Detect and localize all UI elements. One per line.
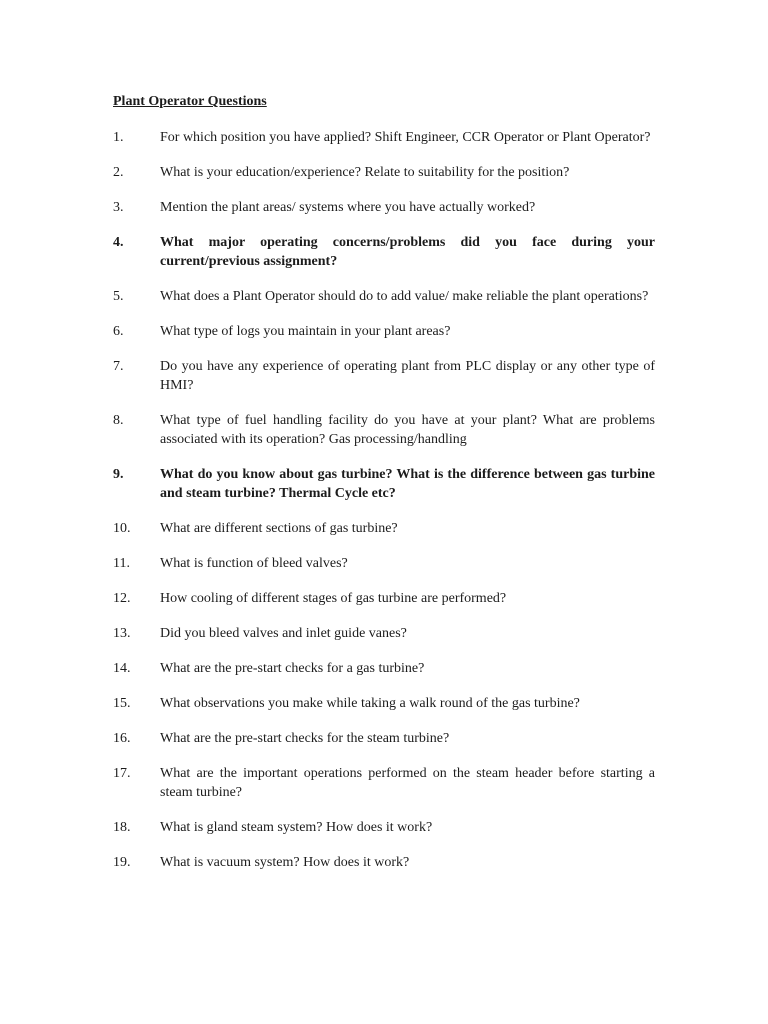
question-number: 5.: [113, 289, 124, 304]
question-text: What observations you make while taking a walk round of the gas turbine?: [160, 696, 580, 711]
question-text: How cooling of different stages of gas turbine are performed?: [160, 591, 507, 606]
question-text: What major operating concerns/problems did you face during your current/previous assignment?: [160, 235, 655, 269]
question-number: 6.: [113, 324, 124, 339]
question-text: For which position you have applied? Shift Engineer, CCR Operator or Plant Operator?: [160, 130, 651, 145]
question-text: Do you have any experience of operating plant from PLC display or any other type of HMI?: [160, 359, 655, 393]
question-text: Did you bleed valves and inlet guide vanes?: [160, 626, 407, 641]
question-text: What type of fuel handling facility do you have at your plant? What are problems associated with its operation? Gas processing/handling: [160, 413, 655, 447]
question-item: [113, 624, 655, 643]
question-item: [113, 818, 655, 837]
question-item: [113, 465, 655, 503]
question-text: What do you know about gas turbine? What is the difference between gas turbine and steam turbine? Thermal Cycle etc?: [160, 467, 655, 501]
question-item: [113, 519, 655, 538]
question-item: [113, 411, 655, 449]
question-text: What type of logs you maintain in your plant areas?: [160, 324, 451, 339]
question-number: 10.: [113, 521, 131, 536]
question-number: 12.: [113, 591, 131, 606]
question-number: 1.: [113, 130, 124, 145]
question-item: [113, 357, 655, 395]
question-item: [113, 694, 655, 713]
question-number: 11.: [113, 556, 130, 571]
question-text: What are different sections of gas turbine?: [160, 521, 398, 536]
question-item: [113, 729, 655, 748]
question-item: [113, 554, 655, 573]
question-item: [113, 198, 655, 217]
question-text: What are the important operations performed on the steam header before starting a steam turbine?: [160, 766, 655, 800]
question-text: Mention the plant areas/ systems where you have actually worked?: [160, 200, 536, 215]
question-text: What is function of bleed valves?: [160, 556, 348, 571]
question-number: 19.: [113, 855, 131, 870]
question-number: 3.: [113, 200, 124, 215]
question-text: What is your education/experience? Relate to suitability for the position?: [160, 165, 570, 180]
question-text: What does a Plant Operator should do to add value/ make reliable the plant operations?: [160, 289, 649, 304]
question-item: [113, 233, 655, 271]
question-item: [113, 322, 655, 341]
question-number: 14.: [113, 661, 131, 676]
question-text: What are the pre-start checks for the steam turbine?: [160, 731, 450, 746]
question-item: [113, 659, 655, 678]
question-number: 2.: [113, 165, 124, 180]
question-number: 7.: [113, 359, 124, 374]
question-text: What is vacuum system? How does it work?: [160, 855, 410, 870]
question-number: 8.: [113, 413, 124, 428]
page-title: Plant Operator Questions: [113, 94, 267, 109]
question-number: 15.: [113, 696, 131, 711]
question-item: [113, 163, 655, 182]
question-number: 4.: [113, 235, 124, 250]
question-number: 9.: [113, 467, 124, 482]
question-number: 17.: [113, 766, 131, 781]
question-item: [113, 589, 655, 608]
question-item: [113, 764, 655, 802]
question-item: [113, 287, 655, 306]
question-item: [113, 853, 655, 872]
question-text: What is gland steam system? How does it work?: [160, 820, 433, 835]
question-number: 13.: [113, 626, 131, 641]
question-item: [113, 128, 655, 147]
question-text: What are the pre-start checks for a gas turbine?: [160, 661, 425, 676]
question-number: 16.: [113, 731, 131, 746]
question-number: 18.: [113, 820, 131, 835]
